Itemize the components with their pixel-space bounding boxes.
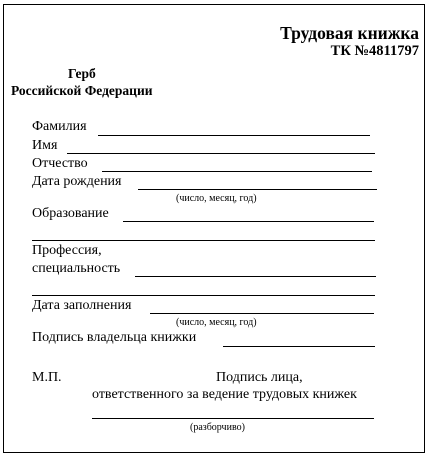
birth-date-field-line[interactable] — [138, 189, 377, 190]
owner-signature-line[interactable] — [223, 346, 375, 347]
fill-date-hint: (число, месяц, год) — [176, 317, 257, 328]
patronymic-label: Отчество — [32, 156, 88, 171]
specialty-label: специальность — [32, 261, 121, 276]
owner-signature-label: Подпись владельца книжки — [32, 330, 197, 345]
education-field-line[interactable] — [123, 221, 374, 222]
specialty-field-line[interactable] — [135, 276, 376, 277]
document-title: Трудовая книжка — [280, 23, 419, 43]
fill-date-label: Дата заполнения — [32, 298, 132, 313]
responsible-signature-line[interactable] — [92, 418, 374, 419]
birth-date-label: Дата рождения — [32, 174, 122, 189]
fill-date-field-line[interactable] — [150, 313, 374, 314]
responsible-signature-label: Подпись лица, — [216, 370, 303, 385]
name-field-line[interactable] — [67, 153, 375, 154]
stamp-label: М.П. — [32, 370, 62, 385]
specialty-extra-line[interactable] — [32, 295, 375, 296]
document-frame — [3, 4, 425, 453]
name-label: Имя — [32, 138, 58, 153]
surname-field-line[interactable] — [98, 135, 370, 136]
coat-of-arms-country: Российской Федерации — [11, 83, 153, 98]
education-label: Образование — [32, 206, 109, 221]
patronymic-field-line[interactable] — [102, 171, 372, 172]
responsible-signature-role: ответственного за ведение трудовых книжек — [92, 387, 357, 402]
coat-of-arms-label: Герб — [68, 66, 96, 81]
document-number: ТК №4811797 — [330, 43, 419, 59]
legible-hint: (разборчиво) — [190, 422, 245, 433]
surname-label: Фамилия — [32, 119, 87, 134]
profession-label: Профессия, — [32, 243, 102, 258]
education-extra-line[interactable] — [32, 240, 375, 241]
birth-date-hint: (число, месяц, год) — [176, 193, 257, 204]
